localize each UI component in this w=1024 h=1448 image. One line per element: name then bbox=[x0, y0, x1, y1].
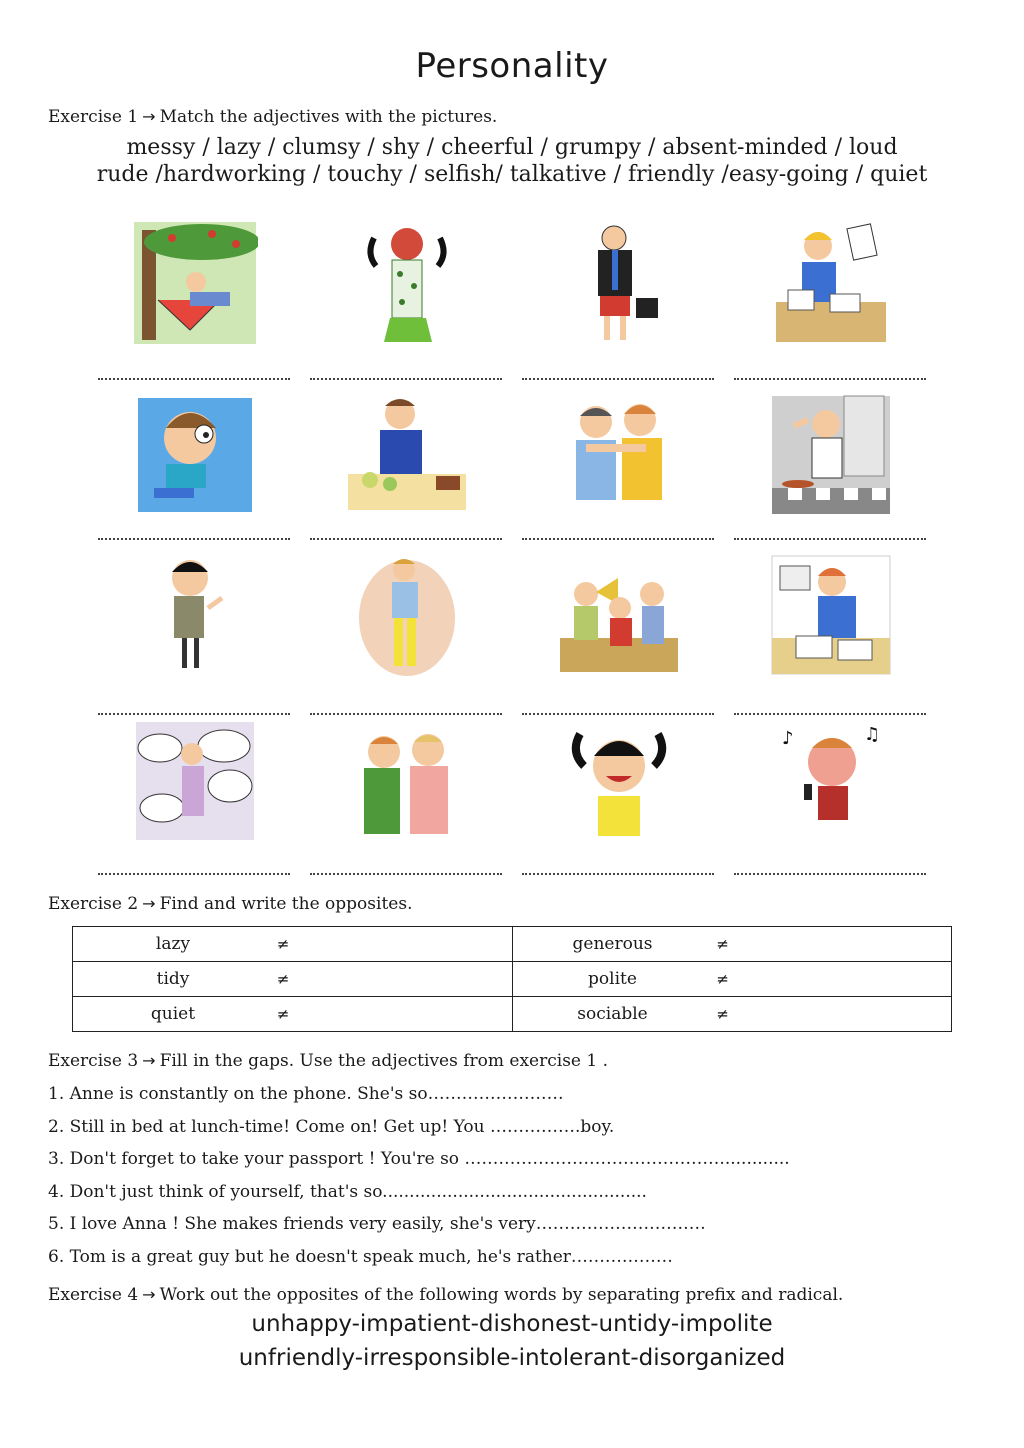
opposites-table bbox=[72, 926, 952, 1032]
not-equal-icon: ≠ bbox=[716, 970, 729, 988]
table-row bbox=[73, 927, 952, 962]
table-cell[interactable] bbox=[512, 927, 952, 962]
arrow-icon: → bbox=[142, 1285, 156, 1304]
messy-boy-desk-picture bbox=[768, 220, 894, 346]
exercise3-heading bbox=[48, 1051, 608, 1071]
prefix-words-line-1: unhappy-impatient-dishonest-untidy-impolite bbox=[251, 1311, 773, 1337]
table-cell[interactable] bbox=[73, 962, 513, 997]
not-equal-icon: ≠ bbox=[276, 935, 290, 953]
gap-sentence-4[interactable]: 4. Don't just think of yourself, that's so................................................. bbox=[48, 1182, 647, 1202]
exercise4-heading bbox=[48, 1285, 843, 1305]
exercise4-instruction: Work out the opposites of the following words by separating prefix and radical. bbox=[159, 1285, 844, 1305]
hardworking-boy-picture bbox=[768, 552, 894, 678]
svg-text:♪: ♪ bbox=[782, 728, 794, 749]
table-row bbox=[73, 962, 952, 997]
answer-line[interactable] bbox=[98, 378, 290, 380]
word: generous bbox=[572, 934, 653, 954]
answer-line[interactable] bbox=[734, 538, 926, 540]
loud-kids-picture bbox=[556, 552, 682, 678]
answer-line[interactable] bbox=[734, 873, 926, 875]
exercise1-instruction: Match the adjectives with the pictures. bbox=[159, 107, 498, 127]
selfish-boy-food-picture bbox=[344, 392, 470, 518]
exercise2-heading bbox=[48, 894, 412, 914]
table-row bbox=[73, 997, 952, 1032]
exercise1-heading bbox=[48, 107, 497, 127]
arrow-icon: → bbox=[142, 107, 156, 126]
answer-line[interactable] bbox=[522, 378, 714, 380]
exercise1-label: Exercise 1 bbox=[48, 107, 139, 127]
answer-line[interactable] bbox=[98, 713, 290, 715]
gap-sentence-1[interactable]: 1. Anne is constantly on the phone. She's so…………………… bbox=[48, 1084, 564, 1104]
gap-sentence-6[interactable]: 6. Tom is a great guy but he doesn't speak much, he's rather……………… bbox=[48, 1247, 673, 1267]
svg-text:♫: ♫ bbox=[864, 724, 881, 745]
exercise3-instruction: Fill in the gaps. Use the adjectives from exercise 1 . bbox=[159, 1051, 609, 1071]
word: lazy bbox=[155, 934, 191, 954]
answer-line[interactable] bbox=[734, 378, 926, 380]
absent-minded-man-picture bbox=[556, 220, 682, 346]
table-cell[interactable] bbox=[512, 962, 952, 997]
answer-line[interactable] bbox=[310, 713, 502, 715]
word: quiet bbox=[150, 1004, 196, 1024]
rude-boy-picture bbox=[132, 392, 258, 518]
cheerful-girl-picture bbox=[556, 718, 682, 844]
answer-line[interactable] bbox=[522, 873, 714, 875]
not-equal-icon: ≠ bbox=[716, 1005, 729, 1023]
not-equal-icon: ≠ bbox=[716, 935, 729, 953]
clumsy-waiter-picture bbox=[768, 392, 894, 518]
shy-boy-picture bbox=[132, 552, 258, 678]
answer-line[interactable] bbox=[522, 538, 714, 540]
answer-line[interactable] bbox=[98, 873, 290, 875]
gap-sentence-3[interactable]: 3. Don't forget to take your passport ! You're so ………………………………………............. bbox=[48, 1149, 790, 1169]
gap-sentence-2[interactable]: 2. Still in bed at lunch-time! Come on! Get up! You …………….boy. bbox=[48, 1117, 615, 1137]
page-title: Personality bbox=[415, 46, 609, 86]
word-bank-line-1: messy / lazy / clumsy / shy / cheerful / grumpy / absent-minded / loud bbox=[126, 135, 898, 160]
exercise3-label: Exercise 3 bbox=[48, 1051, 139, 1071]
lazy-man-hammock-picture bbox=[132, 220, 258, 346]
exercise4-label: Exercise 4 bbox=[48, 1285, 139, 1305]
answer-line[interactable] bbox=[98, 538, 290, 540]
answer-line[interactable] bbox=[310, 873, 502, 875]
word: sociable bbox=[577, 1004, 648, 1024]
word: polite bbox=[588, 969, 637, 989]
rude-gossip-picture bbox=[344, 718, 470, 844]
exercise2-instruction: Find and write the opposites. bbox=[159, 894, 413, 914]
touchy-man-picture bbox=[344, 552, 470, 678]
table-cell[interactable] bbox=[73, 997, 513, 1032]
answer-line[interactable] bbox=[734, 713, 926, 715]
word-bank-line-2: rude /hardworking / touchy / selfish/ talkative / friendly /easy-going / quiet bbox=[96, 162, 928, 187]
answer-line[interactable] bbox=[522, 713, 714, 715]
answer-line[interactable] bbox=[310, 378, 502, 380]
gap-sentence-5[interactable]: 5. I love Anna ! She makes friends very easily, she's very………………………… bbox=[48, 1214, 706, 1234]
singing-boy-picture bbox=[768, 718, 894, 844]
word: tidy bbox=[156, 969, 190, 989]
friendly-boys-picture bbox=[556, 392, 682, 518]
arrow-icon: → bbox=[142, 1051, 156, 1070]
not-equal-icon: ≠ bbox=[276, 1005, 290, 1023]
not-equal-icon: ≠ bbox=[276, 970, 290, 988]
exercise2-label: Exercise 2 bbox=[48, 894, 139, 914]
answer-line[interactable] bbox=[310, 538, 502, 540]
prefix-words-line-2: unfriendly-irresponsible-intolerant-disorganized bbox=[238, 1345, 786, 1371]
talkative-woman-picture bbox=[132, 718, 258, 844]
arrow-icon: → bbox=[142, 894, 156, 913]
grumpy-girl-picture bbox=[344, 220, 470, 346]
table-cell[interactable] bbox=[73, 927, 513, 962]
table-cell[interactable] bbox=[512, 997, 952, 1032]
